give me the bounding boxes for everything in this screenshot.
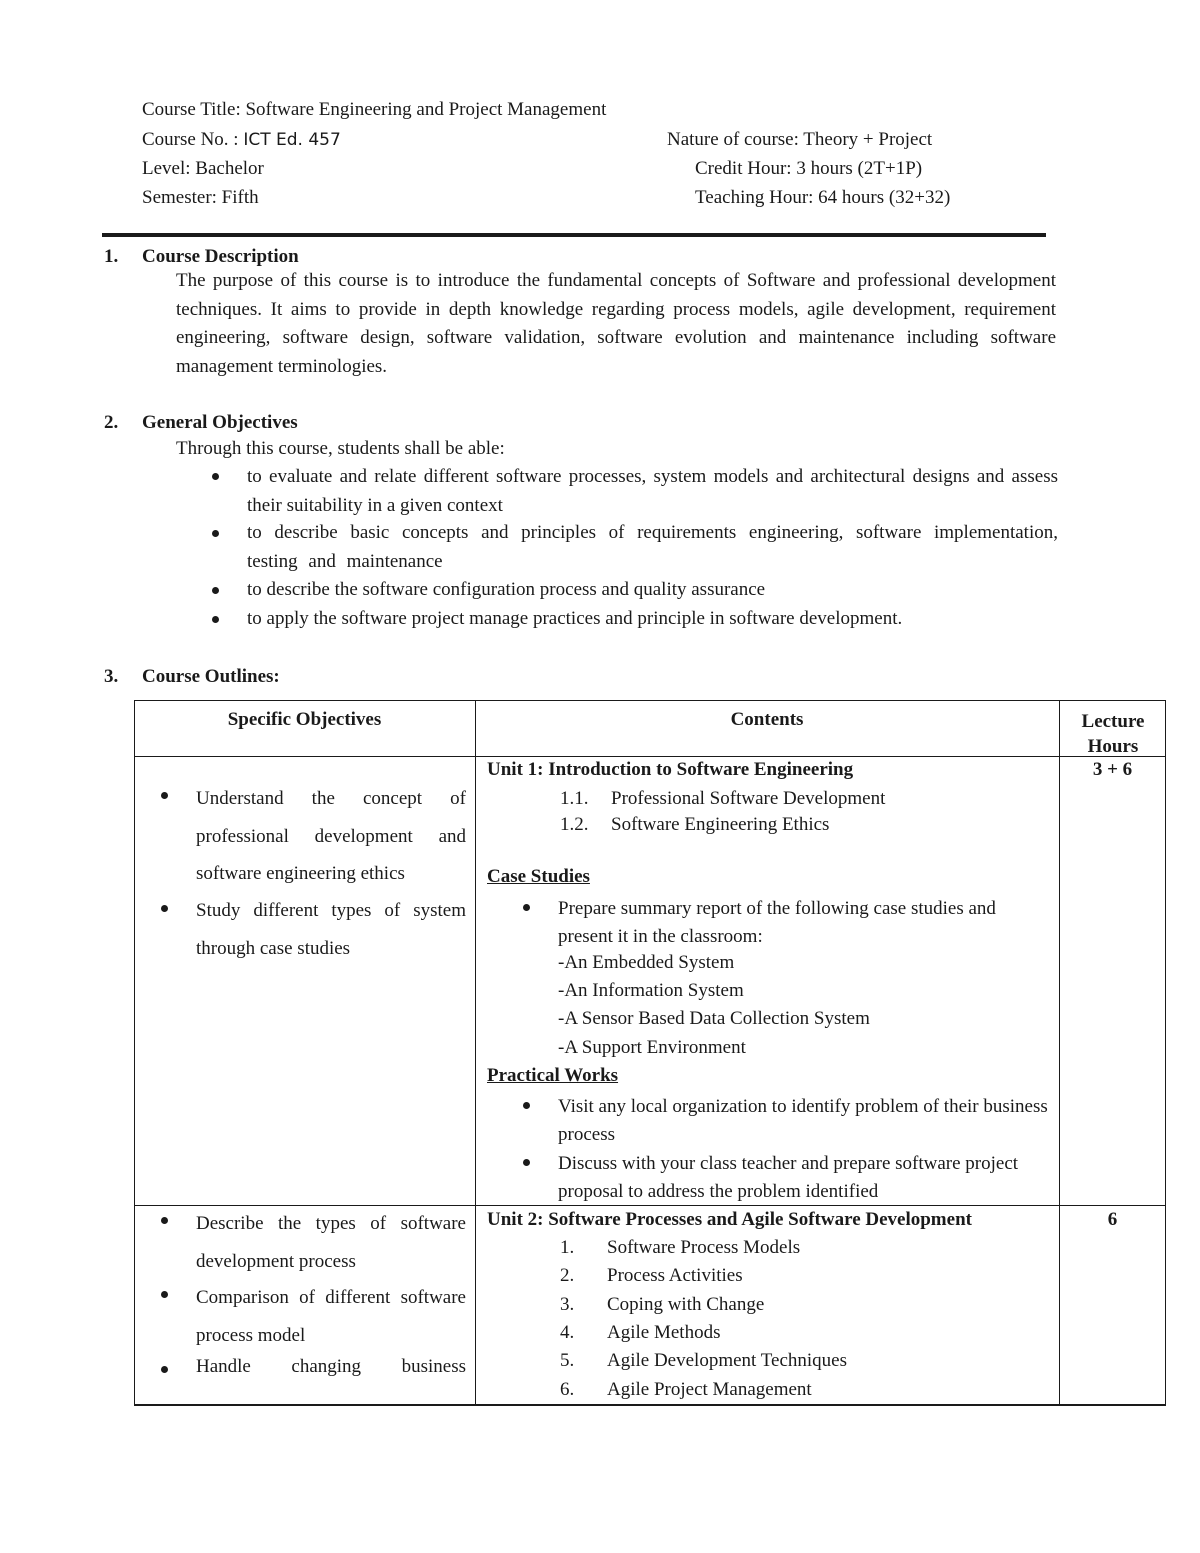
case-studies-heading: Case Studies (487, 866, 590, 887)
practical-works-heading: Practical Works (487, 1065, 619, 1086)
section-1-number: 1. (104, 246, 119, 267)
objective-item: to evaluate and relate different software processes, system models and architectural designs and assess their suitability in a given context (247, 466, 1058, 516)
course-nature: Nature of course: Theory + Project (667, 129, 933, 150)
bullet-icon (212, 530, 219, 537)
bullet-icon (212, 616, 219, 623)
topic-number: 2. (560, 1265, 575, 1286)
bullet-icon (523, 904, 530, 911)
header-lecture-hours: Lecture Hours (1081, 711, 1145, 757)
objective-item: to apply the software project manage practices and principle in software development. (247, 608, 903, 629)
topic-number: 1. (560, 1237, 575, 1258)
bullet-icon (161, 1291, 168, 1298)
case-study-instruction: Prepare summary report of the following case studies and present it in the classroom: (558, 898, 996, 947)
bullet-icon (523, 1102, 530, 1109)
bullet-icon (212, 587, 219, 594)
objectives-intro: Through this course, students shall be able: (176, 438, 505, 459)
topic-text: Agile Development Techniques (607, 1350, 847, 1371)
table-col-divider (1059, 700, 1060, 1406)
header-specific-objectives: Specific Objectives (227, 709, 382, 730)
bullet-icon (161, 792, 168, 799)
course-outline-table (134, 700, 1166, 1406)
case-study-item: -An Embedded System (558, 952, 735, 973)
credit-hour: Credit Hour: 3 hours (2T+1P) (695, 158, 923, 179)
unit-1-hours: 3 + 6 (1092, 759, 1133, 780)
header-contents: Contents (730, 709, 804, 730)
section-3-title: Course Outlines: (142, 666, 280, 687)
bullet-icon (161, 1217, 168, 1224)
teaching-hour: Teaching Hour: 64 hours (32+32) (695, 187, 951, 208)
course-number-label: Course No. : (142, 129, 244, 150)
case-study-item: -A Sensor Based Data Collection System (558, 1008, 870, 1029)
semester: Semester: Fifth (142, 187, 259, 208)
bullet-icon (161, 905, 168, 912)
topic-text: Coping with Change (607, 1294, 765, 1315)
topic-text: Software Engineering Ethics (611, 814, 830, 835)
header-divider (102, 233, 1046, 237)
topic-number: 1.2. (560, 814, 589, 835)
course-number-value: ICT Ed. 457 (243, 130, 341, 150)
objective-cell-item: Study different types of system through case studies (196, 900, 466, 959)
section-3-number: 3. (104, 666, 119, 687)
unit-2-title: Unit 2: Software Processes and Agile Software Development (487, 1209, 972, 1230)
topic-number: 5. (560, 1350, 575, 1371)
section-1-title: Course Description (142, 246, 299, 267)
topic-text: Agile Methods (607, 1322, 721, 1343)
case-study-item: -An Information System (558, 980, 744, 1001)
section-2-number: 2. (104, 412, 119, 433)
bullet-icon (161, 1366, 168, 1373)
bullet-icon (212, 473, 219, 480)
course-title: Course Title: Software Engineering and Project Management (142, 99, 607, 120)
topic-text: Process Activities (607, 1265, 743, 1286)
objective-cell-item: Comparison of different software process model (196, 1287, 466, 1346)
unit-2-hours: 6 (1107, 1209, 1118, 1230)
objective-cell-item: Handle changing business (196, 1356, 466, 1377)
course-description-text: The purpose of this course is to introduce the fundamental concepts of Software and professional development techniques. It aims to provide in depth knowledge regarding process models, agile development, requirement engineering, software design, software validation, software evolution and maintenance including software management terminologies. (176, 270, 1056, 377)
topic-number: 6. (560, 1379, 575, 1400)
objective-item: to describe basic concepts and principles of requirements engineering, software implementation, testing and maintenance (247, 522, 1058, 572)
table-border-bottom (134, 1404, 1166, 1406)
practical-work-item: Visit any local organization to identify problem of their business process (558, 1096, 1048, 1145)
section-2-title: General Objectives (142, 412, 298, 433)
topic-text: Agile Project Management (607, 1379, 812, 1400)
objective-cell-item: Describe the types of software development process (196, 1213, 466, 1272)
practical-work-item: Discuss with your class teacher and prepare software project proposal to address the problem identified (558, 1153, 1019, 1202)
course-number (142, 129, 341, 151)
case-study-item: -A Support Environment (558, 1037, 746, 1058)
topic-text: Professional Software Development (611, 788, 886, 809)
table-border-right (1165, 700, 1166, 1406)
unit-1-title: Unit 1: Introduction to Software Engineering (487, 759, 854, 780)
bullet-icon (523, 1159, 530, 1166)
topic-number: 4. (560, 1322, 575, 1343)
objective-cell-item: Understand the concept of professional development and software engineering ethics (196, 788, 466, 884)
topic-number: 1.1. (560, 788, 589, 809)
table-border-left (134, 700, 135, 1406)
table-border-top (134, 700, 1166, 701)
topic-text: Software Process Models (607, 1237, 801, 1258)
topic-number: 3. (560, 1294, 575, 1315)
course-level: Level: Bachelor (142, 158, 264, 179)
table-col-divider (475, 700, 476, 1406)
table-row-divider (134, 756, 1166, 757)
objective-item: to describe the software configuration process and quality assurance (247, 579, 766, 600)
